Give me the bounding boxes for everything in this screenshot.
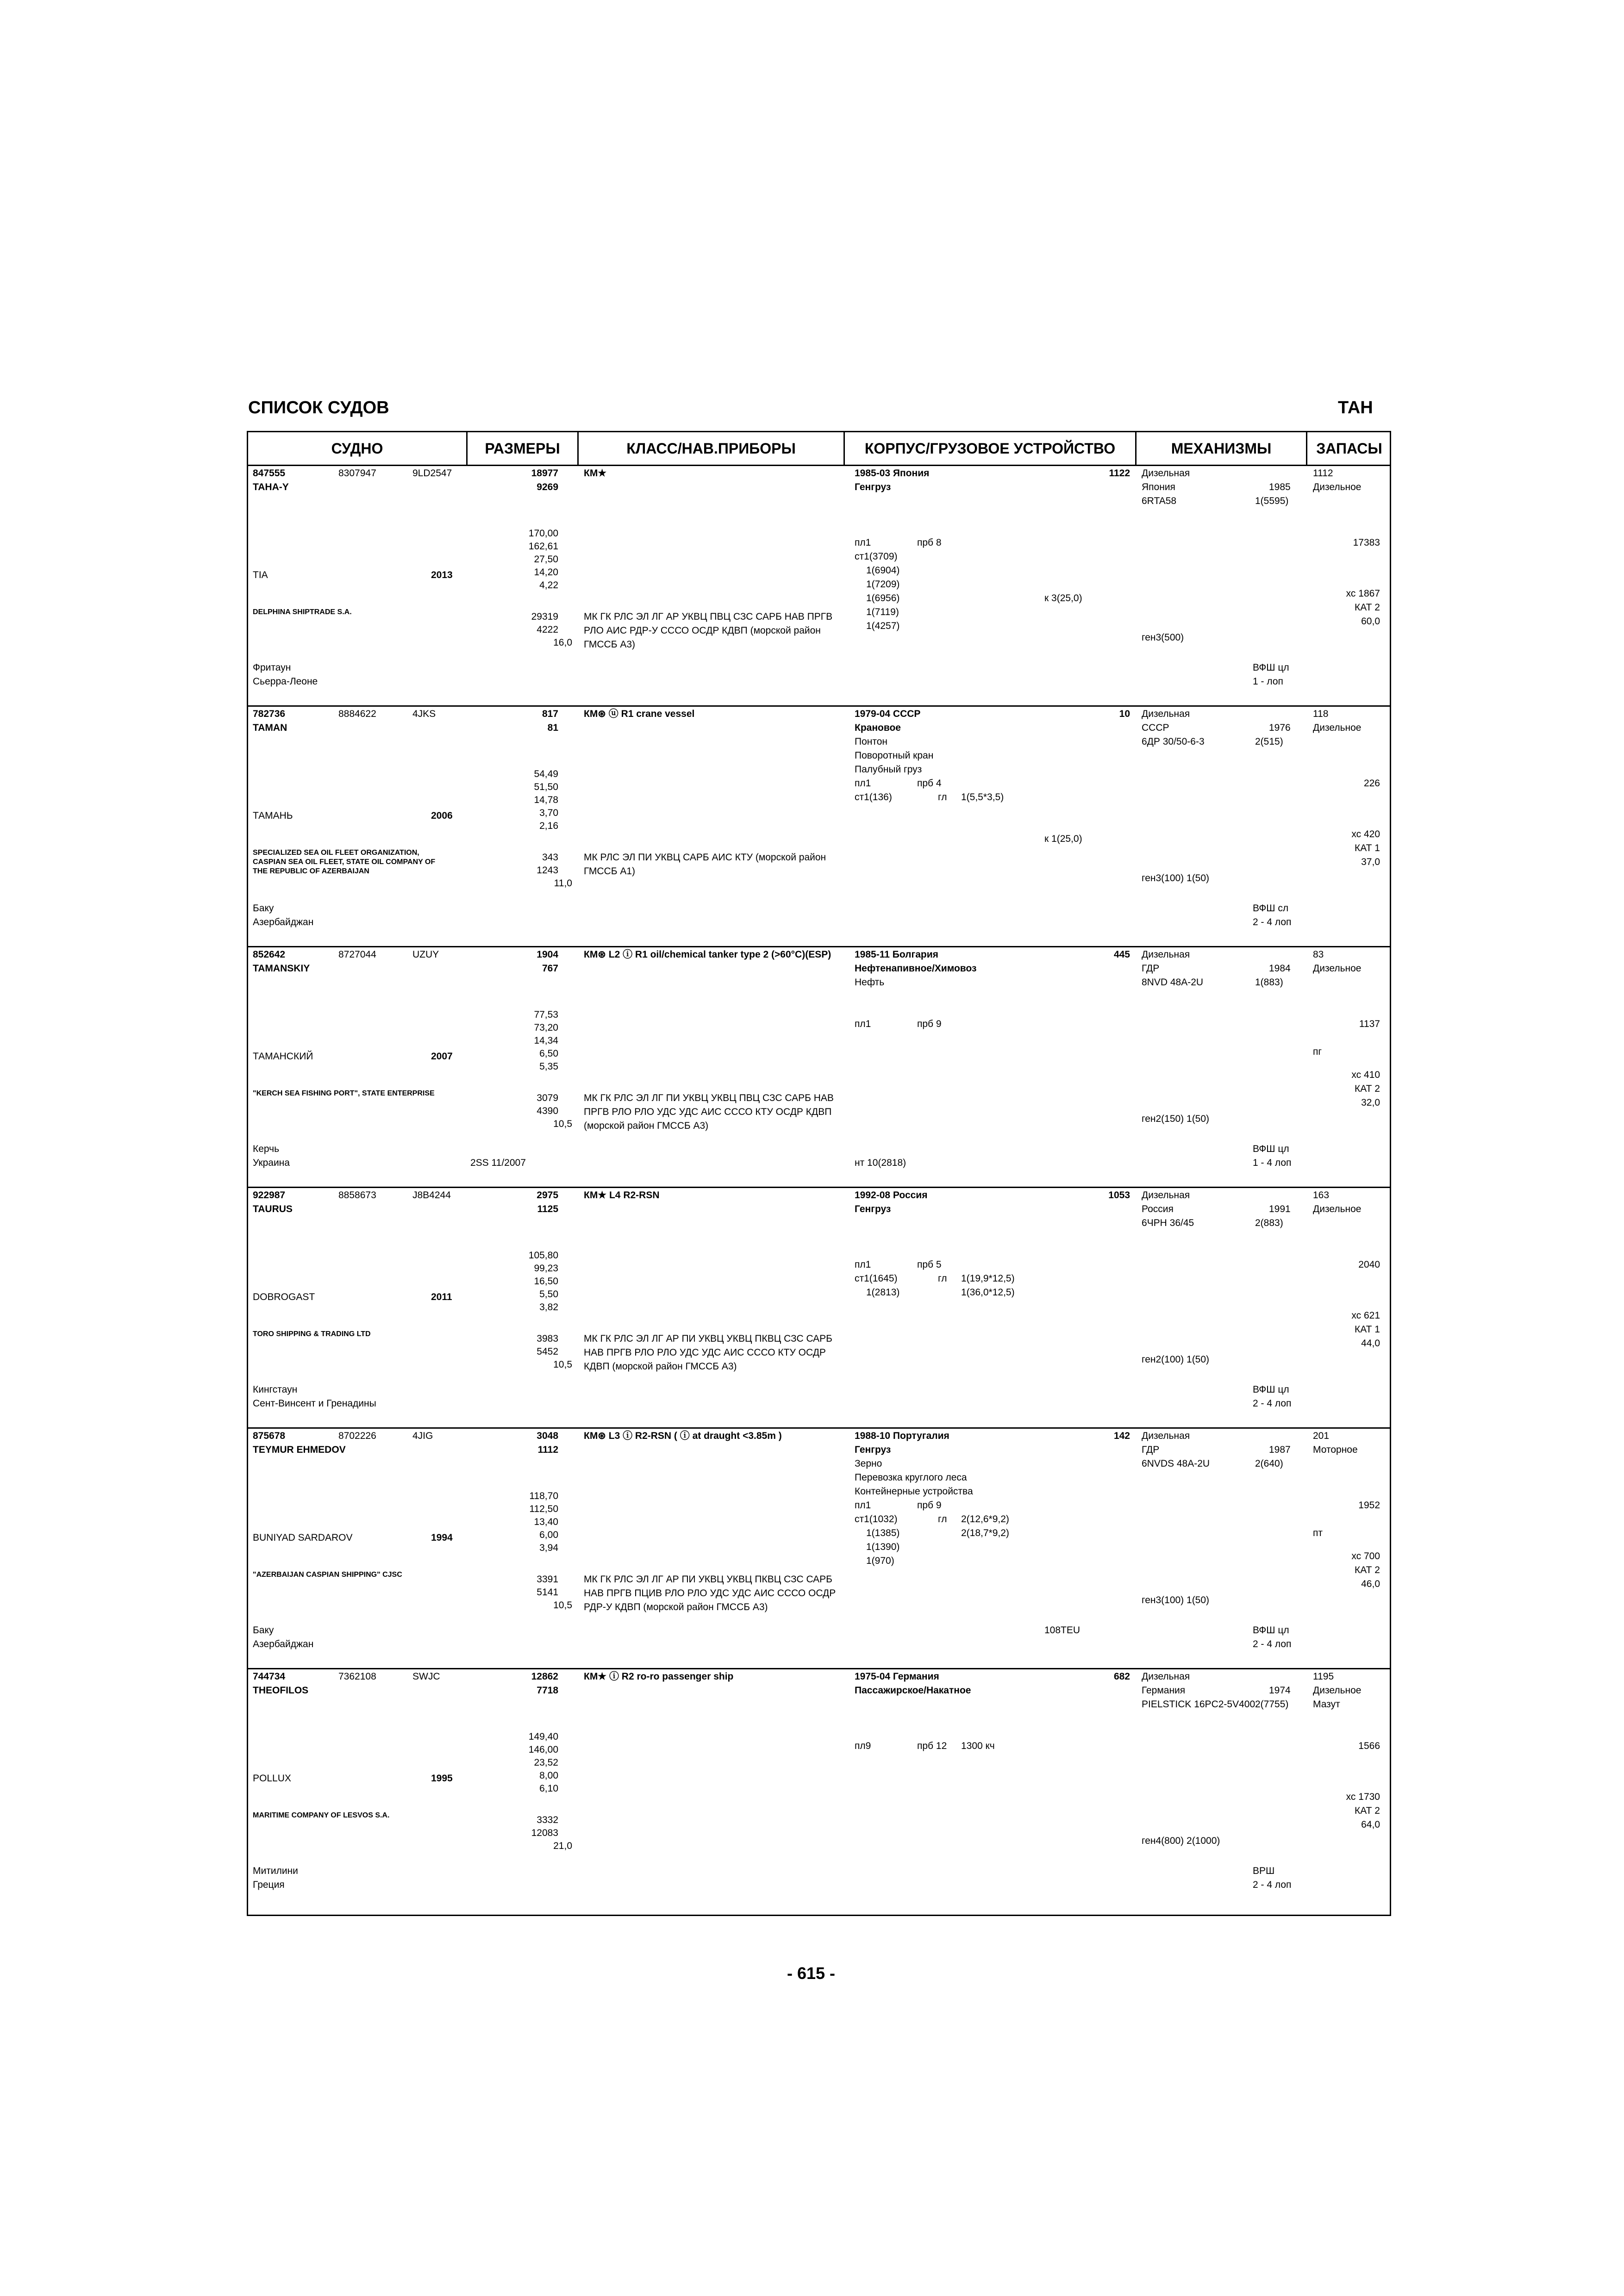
class-notation: КМ★ L4 R2-RSN <box>584 1190 660 1201</box>
hold-line: пл1 <box>855 1500 871 1511</box>
stores-reserve: хс 1867 <box>1346 588 1380 599</box>
dimension-value: 6,10 <box>539 1783 558 1794</box>
stores-amount: 1566 <box>1358 1741 1380 1751</box>
engine-year: 1974 <box>1269 1685 1291 1696</box>
flag-country: Азербайджан <box>253 1639 314 1649</box>
engine-power: 1(5595) <box>1255 496 1289 506</box>
stores-reserve: 60,0 <box>1361 616 1380 627</box>
stores-fuel: 201 <box>1313 1431 1330 1441</box>
owner: "KERCH SEA FISHING PORT", STATE ENTERPRISE <box>253 1089 435 1097</box>
engine-line: Россия <box>1142 1204 1174 1214</box>
dimension-value: 2,16 <box>539 821 558 831</box>
propeller-blades: 2 - 4 лоп <box>1253 917 1292 927</box>
dimension-value: 23,52 <box>534 1757 558 1768</box>
capacity-value: 10,5 <box>553 1359 572 1370</box>
home-port: Баку <box>253 903 274 914</box>
hold-line: пл9 <box>855 1741 871 1751</box>
deadweight: 18977 <box>531 468 558 479</box>
hatch-size: 2(12,6*9,2) <box>961 1514 1009 1524</box>
dimension-value: 73,20 <box>534 1022 558 1033</box>
nav-equipment: МК ГК РЛС ЭЛ ЛГ АР УКВЦ ПВЦ СЗС САРБ НАВ ПРГВ РЛО АИС РДР-У СССО ОСДР КДВП (морской район ГМССБ А3) <box>584 611 833 650</box>
hull-type-line: Зерно <box>855 1458 882 1469</box>
hold-line: 1(7209) <box>866 579 900 590</box>
reg-number: 744734 <box>253 1671 286 1682</box>
dimension-value: 149,40 <box>528 1731 558 1742</box>
stores-amount: 1137 <box>1359 1019 1380 1029</box>
stores-reserve: 46,0 <box>1361 1579 1380 1589</box>
hold-line: 1(2813) <box>866 1287 900 1298</box>
build-year: 2013 <box>431 570 453 580</box>
owner: TORO SHIPPING & TRADING LTD <box>253 1330 371 1338</box>
call-sign: 4JKS <box>412 709 436 719</box>
generators: ген2(150) 1(50) <box>1142 1114 1210 1124</box>
stores-reserve: хс 1730 <box>1346 1792 1380 1802</box>
ship-name: TAURUS <box>253 1204 293 1214</box>
hull-type-line: Крановое <box>855 722 901 733</box>
build-year: 1994 <box>431 1532 453 1543</box>
generators: ген3(100) 1(50) <box>1142 1595 1210 1605</box>
hull-number: 1053 <box>1108 1190 1130 1201</box>
engine-line: 6RTA58 <box>1142 496 1177 506</box>
propeller-blades: 2 - 4 лоп <box>1253 1879 1292 1890</box>
home-port: Фритаун <box>253 662 291 673</box>
stores-fuel: Дизельное <box>1313 1204 1362 1214</box>
stores-reserve: КАТ 2 <box>1355 602 1380 613</box>
ship-name: TAMAN <box>253 722 287 733</box>
stores-fuel: Мазут <box>1313 1699 1340 1710</box>
hull-type-line: Генгруз <box>855 1204 891 1214</box>
stores-amount: 17383 <box>1353 537 1380 548</box>
propeller-type: ВФШ цл <box>1253 1144 1289 1154</box>
hold-line: 1(6904) <box>866 565 900 576</box>
hold-line: пл1 <box>855 1259 871 1270</box>
deadweight: 1904 <box>537 949 558 960</box>
header-stores: ЗАПАСЫ <box>1316 440 1382 457</box>
hull-type-line: Понтон <box>855 736 888 747</box>
page-tag: ТАН <box>1338 398 1373 417</box>
ship-entry <box>248 467 1390 707</box>
reg-number: 782736 <box>253 709 286 719</box>
header-hull: КОРПУС/ГРУЗОВОЕ УСТРОЙСТВО <box>864 440 1116 457</box>
net-tonnage: 7718 <box>537 1685 558 1696</box>
dimension-value: 14,34 <box>534 1035 558 1046</box>
engine-power: 2(7755) <box>1255 1699 1289 1710</box>
capacity-value: 3391 <box>537 1574 558 1585</box>
ship-name: THEOFILOS <box>253 1685 309 1696</box>
propeller-blades: 1 - лоп <box>1253 676 1283 687</box>
engine-line: СССР <box>1142 722 1169 733</box>
former-name: BUNIYAD SARDAROV <box>253 1532 353 1543</box>
entry-rule <box>248 1187 1390 1188</box>
former-name: ТАМАНЬ <box>253 810 293 821</box>
hull-type-line: Контейнерные устройства <box>855 1486 973 1497</box>
header-class: КЛАСС/НАВ.ПРИБОРЫ <box>626 440 796 457</box>
engine-line: Дизельная <box>1142 1671 1190 1682</box>
engine-year: 1984 <box>1269 963 1291 974</box>
hull-type-line: Поворотный кран <box>855 750 934 761</box>
stores-fuel: Дизельное <box>1313 1685 1362 1696</box>
hold-line: 1(7119) <box>866 607 899 617</box>
capacity-value: 343 <box>542 852 558 863</box>
build-year: 2007 <box>431 1051 453 1062</box>
nav-equipment: МК ГК РЛС ЭЛ ЛГ АР ПИ УКВЦ УКВЦ ПКВЦ СЗС САРБ НАВ ПРГВ РЛО РЛО УДС УДС АИС СССО КТУ ОСДР КДВП (морской район ГМССБ А3) <box>584 1333 832 1372</box>
engine-year: 1976 <box>1269 722 1291 733</box>
stores-extra: пт <box>1313 1528 1323 1538</box>
hatch-size: 1300 кч <box>961 1741 995 1751</box>
hull-number: 1122 <box>1109 468 1130 479</box>
flag-country: Азербайджан <box>253 917 314 927</box>
propeller-blades: 2 - 4 лоп <box>1253 1639 1292 1649</box>
dimension-value: 146,00 <box>528 1744 558 1755</box>
former-name: TIA <box>253 570 268 580</box>
hold-line: ст1(136) <box>855 792 892 803</box>
call-sign: 4JIG <box>412 1431 433 1441</box>
call-sign: SWJC <box>412 1671 440 1682</box>
hold-detail: прб 9 <box>917 1500 942 1511</box>
home-port: Кингстаун <box>253 1384 298 1395</box>
propeller-blades: 1 - 4 лоп <box>1253 1157 1292 1168</box>
stores-reserve: КАТ 2 <box>1355 1805 1380 1816</box>
engine-line: Дизельная <box>1142 1190 1190 1201</box>
hull-right-note: к 1(25,0) <box>1044 834 1082 844</box>
imo-number: 8307947 <box>338 468 376 479</box>
stores-reserve: хс 621 <box>1351 1310 1380 1321</box>
class-notation: КМ★ <box>584 468 607 479</box>
dimension-value: 6,50 <box>539 1048 558 1059</box>
hull-type-line: Палубный груз <box>855 764 922 775</box>
hold-line: ст1(1032) <box>855 1514 898 1524</box>
engine-line: Япония <box>1142 482 1175 492</box>
imo-number: 8702226 <box>338 1431 376 1441</box>
stores-fuel: Дизельное <box>1313 963 1362 974</box>
call-sign: J8B4244 <box>412 1190 451 1201</box>
class-notation: КМ⊛ L2 ⓘ R1 oil/chemical tanker type 2 (>60°C)(ESP) <box>584 949 831 960</box>
engine-year: 1991 <box>1269 1204 1291 1214</box>
engine-line: Дизельная <box>1142 468 1190 479</box>
nav-equipment: МК ГК РЛС ЭЛ ЛГ ПИ УКВЦ УКВЦ ПВЦ СЗС САРБ НАВ ПРГВ РЛО РЛО УДС УДС АИС СССО КТУ ОСДР КДВП (морской район ГМССБ А3) <box>584 1093 834 1131</box>
stores-reserve: хс 420 <box>1351 829 1380 840</box>
dimension-value: 27,50 <box>534 554 558 565</box>
hull-type-line: Генгруз <box>855 482 891 492</box>
capacity-value: 3983 <box>537 1333 558 1344</box>
call-sign: UZUY <box>412 949 439 960</box>
propeller-blades: 2 - 4 лоп <box>1253 1398 1292 1409</box>
engine-line: 6ЧРН 36/45 <box>1142 1218 1194 1228</box>
deadweight: 12862 <box>531 1671 558 1682</box>
nav-equipment: МК ГК РЛС ЭЛ ЛГ АР ПИ УКВЦ УКВЦ ПКВЦ СЗС САРБ НАВ ПРГВ ПЦИВ РЛО РЛО УДС УДС АИС СССО ОСДР РДР-У КДВП (морской район ГМССБ А3) <box>584 1574 836 1612</box>
stores-amount: 1952 <box>1358 1500 1380 1511</box>
stores-reserve: 32,0 <box>1361 1097 1380 1108</box>
hull-type-line: Генгруз <box>855 1444 891 1455</box>
entry-rule <box>248 705 1390 707</box>
stores-reserve: 44,0 <box>1361 1338 1380 1349</box>
engine-line: ГДР <box>1142 1444 1160 1455</box>
hatch-size: 1(36,0*12,5) <box>961 1287 1015 1298</box>
hold-line: 1(970) <box>866 1556 894 1566</box>
propeller-type: ВФШ сл <box>1253 903 1289 914</box>
stores-fuel: Дизельное <box>1313 482 1362 492</box>
engine-line: Дизельная <box>1142 949 1190 960</box>
capacity-value: 16,0 <box>553 637 572 648</box>
hull-build: 1985-03 Япония <box>855 468 930 479</box>
generators: ген3(100) 1(50) <box>1142 873 1210 884</box>
hold-line: 1(6956) <box>866 593 900 604</box>
engine-line: Дизельная <box>1142 1431 1190 1441</box>
stores-fuel: Моторное <box>1313 1444 1358 1455</box>
stores-reserve: КАТ 2 <box>1355 1083 1380 1094</box>
hull-build: 1988-10 Португалия <box>855 1431 949 1441</box>
reg-number: 922987 <box>253 1190 286 1201</box>
stores-fuel: 1195 <box>1313 1671 1334 1682</box>
engine-line: ГДР <box>1142 963 1160 974</box>
dimension-value: 8,00 <box>539 1770 558 1781</box>
build-year: 2006 <box>431 810 453 821</box>
hull-right-note: к 3(25,0) <box>1044 593 1082 604</box>
deadweight: 2975 <box>537 1190 558 1201</box>
flag-country: Украина <box>253 1157 290 1168</box>
home-port: Керчь <box>253 1144 280 1154</box>
header-ship: СУДНО <box>331 440 383 457</box>
propeller-type: ВФШ цл <box>1253 1384 1289 1395</box>
dimension-value: 3,82 <box>539 1302 558 1313</box>
dimension-value: 14,78 <box>534 795 558 805</box>
entry-rule <box>248 1427 1390 1429</box>
imo-number: 8858673 <box>338 1190 376 1201</box>
hold-line: 1(4257) <box>866 621 900 631</box>
stores-reserve: 64,0 <box>1361 1819 1380 1830</box>
stores-fuel: 118 <box>1313 709 1329 719</box>
ship-entry <box>248 1429 1390 1670</box>
deadweight: 817 <box>542 709 558 719</box>
hull-number: 10 <box>1119 709 1130 719</box>
capacity-value: 11,0 <box>554 878 572 889</box>
home-port: Митилини <box>253 1866 298 1876</box>
hold-line: ст1(3709) <box>855 551 898 562</box>
class-notation: КМ★ ⓘ R2 ro-ro passenger ship <box>584 1671 734 1682</box>
hull-number: 682 <box>1113 1671 1130 1682</box>
stores-reserve: хс 410 <box>1351 1070 1380 1080</box>
ship-entry <box>248 1188 1390 1429</box>
capacity-value: 21,0 <box>553 1841 572 1851</box>
hull-build: 1975-04 Германия <box>855 1671 939 1682</box>
stores-extra: пг <box>1313 1046 1322 1057</box>
ship-name: TAHA-Y <box>253 482 289 492</box>
propeller-type: ВРШ <box>1253 1866 1275 1876</box>
former-name: DOBROGAST <box>253 1292 315 1302</box>
former-name: ТАМАНСКИЙ <box>253 1051 313 1062</box>
imo-number: 8727044 <box>338 949 376 960</box>
build-year: 2011 <box>431 1292 452 1302</box>
net-tonnage: 767 <box>542 963 558 974</box>
dimension-value: 4,22 <box>539 580 558 591</box>
hold-line: пл1 <box>855 1019 871 1029</box>
net-tonnage: 9269 <box>537 482 558 492</box>
capacity-value: 1243 <box>537 865 558 876</box>
stores-reserve: КАТ 2 <box>1355 1565 1380 1575</box>
ship-name: TEYMUR EHMEDOV <box>253 1444 346 1455</box>
generators: ген2(100) 1(50) <box>1142 1354 1210 1365</box>
header-mech: МЕХАНИЗМЫ <box>1171 440 1272 457</box>
capacity-value: 4390 <box>537 1106 558 1116</box>
dimension-value: 170,00 <box>528 528 558 539</box>
flag-country: Греция <box>253 1879 285 1890</box>
ship-entry <box>248 948 1390 1188</box>
build-year: 1995 <box>431 1773 453 1784</box>
hold-detail: прб 4 <box>917 778 942 789</box>
stores-reserve: 37,0 <box>1361 857 1380 867</box>
class-notation: КМ⊛ ⓤ R1 crane vessel <box>584 709 695 719</box>
hatch-size: 2(18,7*9,2) <box>961 1528 1009 1538</box>
hold-line: 1(1390) <box>866 1542 900 1552</box>
ship-entry <box>248 707 1390 948</box>
engine-line: Германия <box>1142 1685 1186 1696</box>
reg-number: 852642 <box>253 949 286 960</box>
engine-line: Дизельная <box>1142 709 1190 719</box>
hull-right-note: 108TEU <box>1044 1625 1081 1636</box>
flag-country: Сент-Винсент и Гренадины <box>253 1398 376 1409</box>
hold-detail: прб 5 <box>917 1259 942 1270</box>
flag-country: Сьерра-Леоне <box>253 676 318 687</box>
former-name: POLLUX <box>253 1773 291 1784</box>
net-tonnage: 1125 <box>537 1204 558 1214</box>
net-tonnage: 1112 <box>537 1444 558 1455</box>
hold-detail: гл <box>938 1273 947 1284</box>
hold-line: 1(1385) <box>866 1528 900 1538</box>
stores-amount: 2040 <box>1358 1259 1380 1270</box>
entry-rule <box>248 1668 1390 1669</box>
stores-fuel: 83 <box>1313 949 1324 960</box>
call-sign: 9LD2547 <box>412 468 452 479</box>
propeller-type: ВФШ цл <box>1253 662 1289 673</box>
hull-number: 142 <box>1113 1431 1130 1441</box>
generators: ген4(800) 2(1000) <box>1142 1836 1220 1846</box>
hull-build: 1992-08 Россия <box>855 1190 928 1201</box>
capacity-value: 5141 <box>537 1587 558 1598</box>
dimension-value: 118,70 <box>529 1491 558 1501</box>
capacity-value: 10,5 <box>553 1119 572 1129</box>
dimension-value: 6,00 <box>539 1530 558 1540</box>
hold-detail: прб 9 <box>917 1019 942 1029</box>
dimension-value: 54,49 <box>534 769 558 779</box>
dimension-value: 3,94 <box>539 1543 558 1553</box>
hatch-size: 1(19,9*12,5) <box>961 1273 1015 1284</box>
stores-fuel: 1112 <box>1313 468 1333 479</box>
capacity-value: 3079 <box>537 1093 558 1103</box>
dimension-value: 105,80 <box>528 1250 558 1261</box>
hull-type-line: Нефть <box>855 977 885 988</box>
engine-power: 2(883) <box>1255 1218 1283 1228</box>
header-dims: РАЗМЕРЫ <box>485 440 560 457</box>
stores-fuel: Дизельное <box>1313 722 1362 733</box>
owner: DELPHINA SHIPTRADE S.A. <box>253 608 352 616</box>
engine-line: 8NVD 48A-2U <box>1142 977 1204 988</box>
dimension-value: 13,40 <box>534 1517 558 1527</box>
hold-detail: гл <box>938 792 947 803</box>
engine-power: 2(640) <box>1255 1458 1283 1469</box>
hold-detail: прб 8 <box>917 537 942 548</box>
stores-reserve: КАТ 1 <box>1355 1324 1380 1335</box>
ship-entry <box>248 1670 1390 1910</box>
dimension-value: 3,70 <box>539 808 558 818</box>
dimension-value: 5,50 <box>539 1289 558 1300</box>
propeller-type: ВФШ цл <box>1253 1625 1289 1636</box>
generators: ген3(500) <box>1142 632 1184 643</box>
ship-register-table <box>247 431 1391 1916</box>
hold-line: ст1(1645) <box>855 1273 898 1284</box>
page-number: - 615 - <box>787 1964 836 1983</box>
hull-number: 445 <box>1113 949 1130 960</box>
stores-reserve: хс 700 <box>1351 1551 1380 1562</box>
owner: SPECIALIZED SEA OIL FLEET ORGANIZATION, CASPIAN SEA OIL FLEET, STATE OIL COMPANY OF THE REPUBLIC OF AZERBAIJAN <box>253 849 436 875</box>
reg-number: 875678 <box>253 1431 286 1441</box>
page-title: СПИСОК СУДОВ <box>248 398 389 417</box>
dimension-value: 99,23 <box>534 1263 558 1274</box>
hold-line: пл1 <box>855 778 871 789</box>
hull-type-line: Нефтенапивное/Химовоз <box>855 963 977 974</box>
hull-bottom-note: нт 10(2818) <box>855 1157 906 1168</box>
hold-line: пл1 <box>855 537 871 548</box>
hull-build: 1979-04 СССР <box>855 709 921 719</box>
ship-name: TAMANSKIY <box>253 963 310 974</box>
capacity-value: 10,5 <box>553 1600 572 1611</box>
dimension-value: 5,35 <box>539 1061 558 1072</box>
capacity-value: 29319 <box>531 611 558 622</box>
dimension-value: 14,20 <box>534 567 558 578</box>
engine-year: 1985 <box>1269 482 1291 492</box>
survey-note: 2SS 11/2007 <box>470 1157 526 1168</box>
dimension-value: 112,50 <box>529 1504 558 1514</box>
hull-type-line: Перевозка круглого леса <box>855 1472 967 1483</box>
owner: "AZERBAIJAN CASPIAN SHIPPING" CJSC <box>253 1571 402 1579</box>
hull-build: 1985-11 Болгария <box>855 949 938 960</box>
dimension-value: 51,50 <box>534 782 558 792</box>
engine-power: 1(883) <box>1255 977 1283 988</box>
class-notation: КМ⊛ L3 ⓘ R2-RSN ( ⓘ at draught <3.85m ) <box>584 1431 782 1441</box>
owner: MARITIME COMPANY OF LESVOS S.A. <box>253 1811 390 1819</box>
stores-fuel: 163 <box>1313 1190 1330 1201</box>
engine-line: PIELSTICK 16PC2-5V400 <box>1142 1699 1255 1710</box>
hold-detail: прб 12 <box>917 1741 947 1751</box>
header-rule <box>248 465 1390 466</box>
hatch-size: 1(5,5*3,5) <box>961 792 1004 803</box>
stores-reserve: КАТ 1 <box>1355 843 1380 853</box>
dimension-value: 162,61 <box>528 541 558 552</box>
dimension-value: 77,53 <box>534 1009 558 1020</box>
deadweight: 3048 <box>537 1431 558 1441</box>
nav-equipment: МК РЛС ЭЛ ПИ УКВЦ САРБ АИС КТУ (морской район ГМССБ А1) <box>584 852 826 877</box>
hull-type-line: Пассажирское/Накатное <box>855 1685 971 1696</box>
imo-number: 7362108 <box>338 1671 376 1682</box>
hold-detail: гл <box>938 1514 947 1524</box>
imo-number: 8884622 <box>338 709 376 719</box>
engine-year: 1987 <box>1269 1444 1291 1455</box>
home-port: Баку <box>253 1625 274 1636</box>
entry-rule <box>248 946 1390 947</box>
net-tonnage: 81 <box>547 722 558 733</box>
engine-line: 6ДР 30/50-6-3 <box>1142 736 1205 747</box>
capacity-value: 3332 <box>537 1815 558 1825</box>
engine-line: 6NVDS 48A-2U <box>1142 1458 1210 1469</box>
reg-number: 847555 <box>253 468 286 479</box>
capacity-value: 5452 <box>537 1346 558 1357</box>
stores-amount: 226 <box>1363 778 1380 789</box>
capacity-value: 4222 <box>537 624 558 635</box>
dimension-value: 16,50 <box>534 1276 558 1287</box>
engine-power: 2(515) <box>1255 736 1283 747</box>
capacity-value: 12083 <box>531 1828 558 1838</box>
